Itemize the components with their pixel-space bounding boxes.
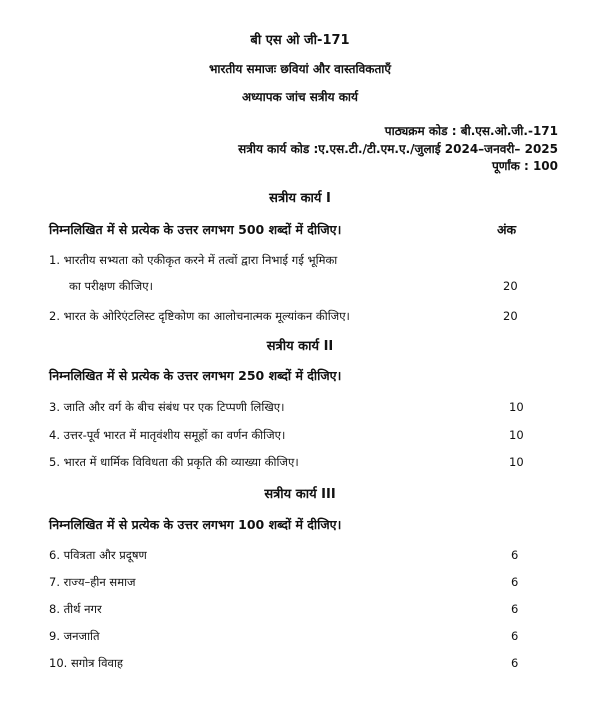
section-instruction-1: निम्नलिखित में से प्रत्येक के उत्तर लगभग 500 शब्दों में दीजिए। <box>49 222 342 237</box>
question-7-marks: 6 <box>511 575 519 589</box>
question-8: 8. तीर्थ नगर <box>49 602 102 616</box>
question-4: 4. उत्तर-पूर्व भारत में मातृवंशीय समूहों का वर्णन कीजिए। <box>49 428 286 442</box>
question-9-marks: 6 <box>511 629 519 643</box>
question-2: 2. भारत के ओरिएंटलिस्ट दृष्टिकोण का आलोचनात्मक मूल्यांकन कीजिए। <box>49 309 350 323</box>
section-heading-3: सत्रीय कार्य III <box>264 487 336 502</box>
question-5: 5. भारत में धार्मिक विविधता की प्रकृति की व्याख्या कीजिए। <box>49 455 299 469</box>
question-3: 3. जाति और वर्ग के बीच संबंध पर एक टिप्पणी लिखिए। <box>49 400 285 414</box>
section-heading-2: सत्रीय कार्य II <box>266 339 334 354</box>
course-code: पाठ्यक्रम कोड : बी.एस.ओ.जी.-171 <box>384 124 558 138</box>
question-9: 9. जनजाति <box>49 629 100 643</box>
marks-column-header: अंक <box>497 222 517 237</box>
question-4-marks: 10 <box>509 428 524 442</box>
question-6: 6. पवित्रता और प्रदूषण <box>49 548 147 562</box>
section-instruction-3: निम्नलिखित में से प्रत्येक के उत्तर लगभग 100 शब्दों में दीजिए। <box>49 517 342 532</box>
section-instruction-2: निम्नलिखित में से प्रत्येक के उत्तर लगभग 250 शब्दों में दीजिए। <box>49 368 342 383</box>
question-5-marks: 10 <box>509 455 524 469</box>
question-10: 10. सगोत्र विवाह <box>49 656 124 670</box>
question-8-marks: 6 <box>511 602 519 616</box>
question-10-marks: 6 <box>511 656 519 670</box>
question-7: 7. राज्य–हीन समाज <box>49 575 136 589</box>
question-3-marks: 10 <box>509 400 524 414</box>
max-marks: पूर्णांक : 100 <box>491 159 558 173</box>
paper-subtitle: अध्यापक जांच सत्रीय कार्य <box>241 90 359 104</box>
question-2-marks: 20 <box>503 309 518 323</box>
section-heading-1: सत्रीय कार्य I <box>269 191 331 206</box>
paper-title: भारतीय समाजः छवियां और वास्तविकताएँ <box>208 62 392 76</box>
question-1-line-1: 1. भारतीय सभ्यता को एकीकृत करने में तत्वों द्वारा निभाई गई भूमिका <box>49 253 338 267</box>
assignment-code: सत्रीय कार्य कोड :ए.एस.टी./टी.एम.ए./जुलाई 2024–जनवरी– 2025 <box>238 142 558 156</box>
question-1-marks: 20 <box>503 279 518 293</box>
question-6-marks: 6 <box>511 548 519 562</box>
question-1-line-2: का परीक्षण कीजिए। <box>69 279 153 293</box>
course-title: बी एस ओ जी-171 <box>250 33 350 48</box>
